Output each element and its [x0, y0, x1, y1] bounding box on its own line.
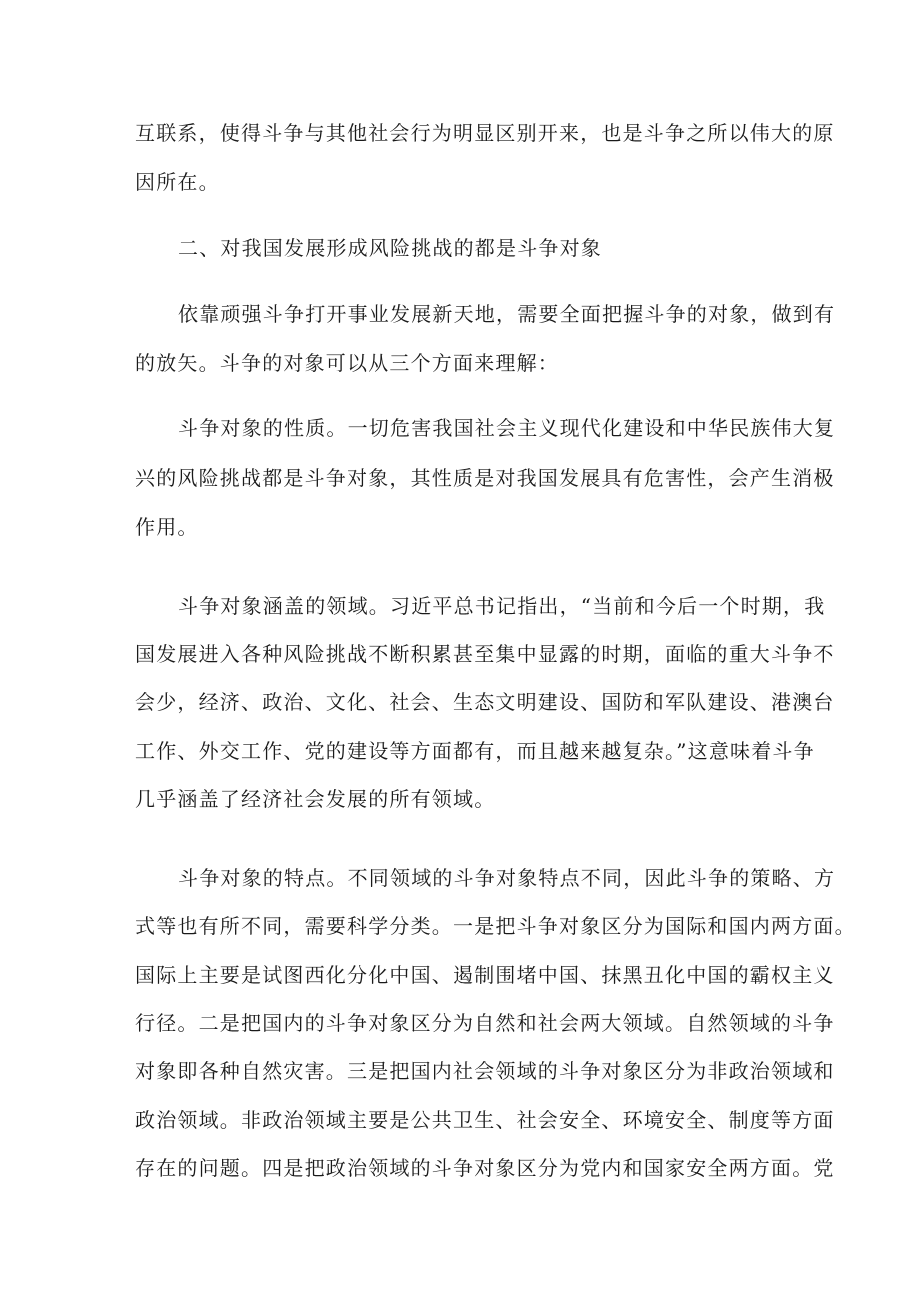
text-line: 对象即各种自然灾害。三是把国内社会领域的斗争对象区分为非政治领域和: [135, 1059, 835, 1083]
text-line: 工作、外交工作、党的建设等方面都有，而且越来越复杂。”这意味着斗争: [135, 739, 815, 763]
text-line: 政治领域。非政治领域主要是公共卫生、社会安全、环境安全、制度等方面: [135, 1108, 835, 1132]
text-line: 兴的风险挑战都是斗争对象，其性质是对我国发展具有危害性，会产生消极: [135, 466, 835, 490]
text-line: 作用。: [135, 515, 199, 539]
text-line: 的放矢。斗争的对象可以从三个方面来理解：: [135, 351, 559, 375]
text-line: 国发展进入各种风险挑战不断积累甚至集中显露的时期，面临的重大斗争不: [135, 642, 835, 666]
text-line: 依靠顽强斗争打开事业发展新天地，需要全面把握斗争的对象，做到有: [178, 302, 836, 326]
text-line: 国际上主要是试图西化分化中国、遏制围堵中国、抹黑丑化中国的霸权主义: [135, 963, 835, 987]
text-line: 式等也有所不同，需要科学分类。一是把斗争对象区分为国际和国内两方面。: [135, 914, 856, 938]
section-heading: 二、对我国发展形成风险挑战的都是斗争对象: [178, 236, 602, 260]
text-line: 斗争对象的特点。不同领域的斗争对象特点不同，因此斗争的策略、方: [178, 866, 836, 890]
text-line: 斗争对象涵盖的领域。习近平总书记指出，“当前和今后一个时期，我: [178, 594, 826, 618]
text-line: 存在的问题。四是把政治领域的斗争对象区分为党内和国家安全两方面。党: [135, 1156, 835, 1180]
text-line: 几乎涵盖了经济社会发展的所有领域。: [135, 787, 496, 811]
text-line: 因所在。: [135, 170, 220, 194]
text-line: 斗争对象的性质。一切危害我国社会主义现代化建设和中华民族伟大复: [178, 416, 836, 440]
text-line: 会少，经济、政治、文化、社会、生态文明建设、国防和军队建设、港澳台: [135, 690, 835, 714]
text-line: 互联系，使得斗争与其他社会行为明显区别开来，也是斗争之所以伟大的原: [135, 121, 835, 145]
text-line: 行径。二是把国内的斗争对象区分为自然和社会两大领域。自然领域的斗争: [135, 1011, 835, 1035]
